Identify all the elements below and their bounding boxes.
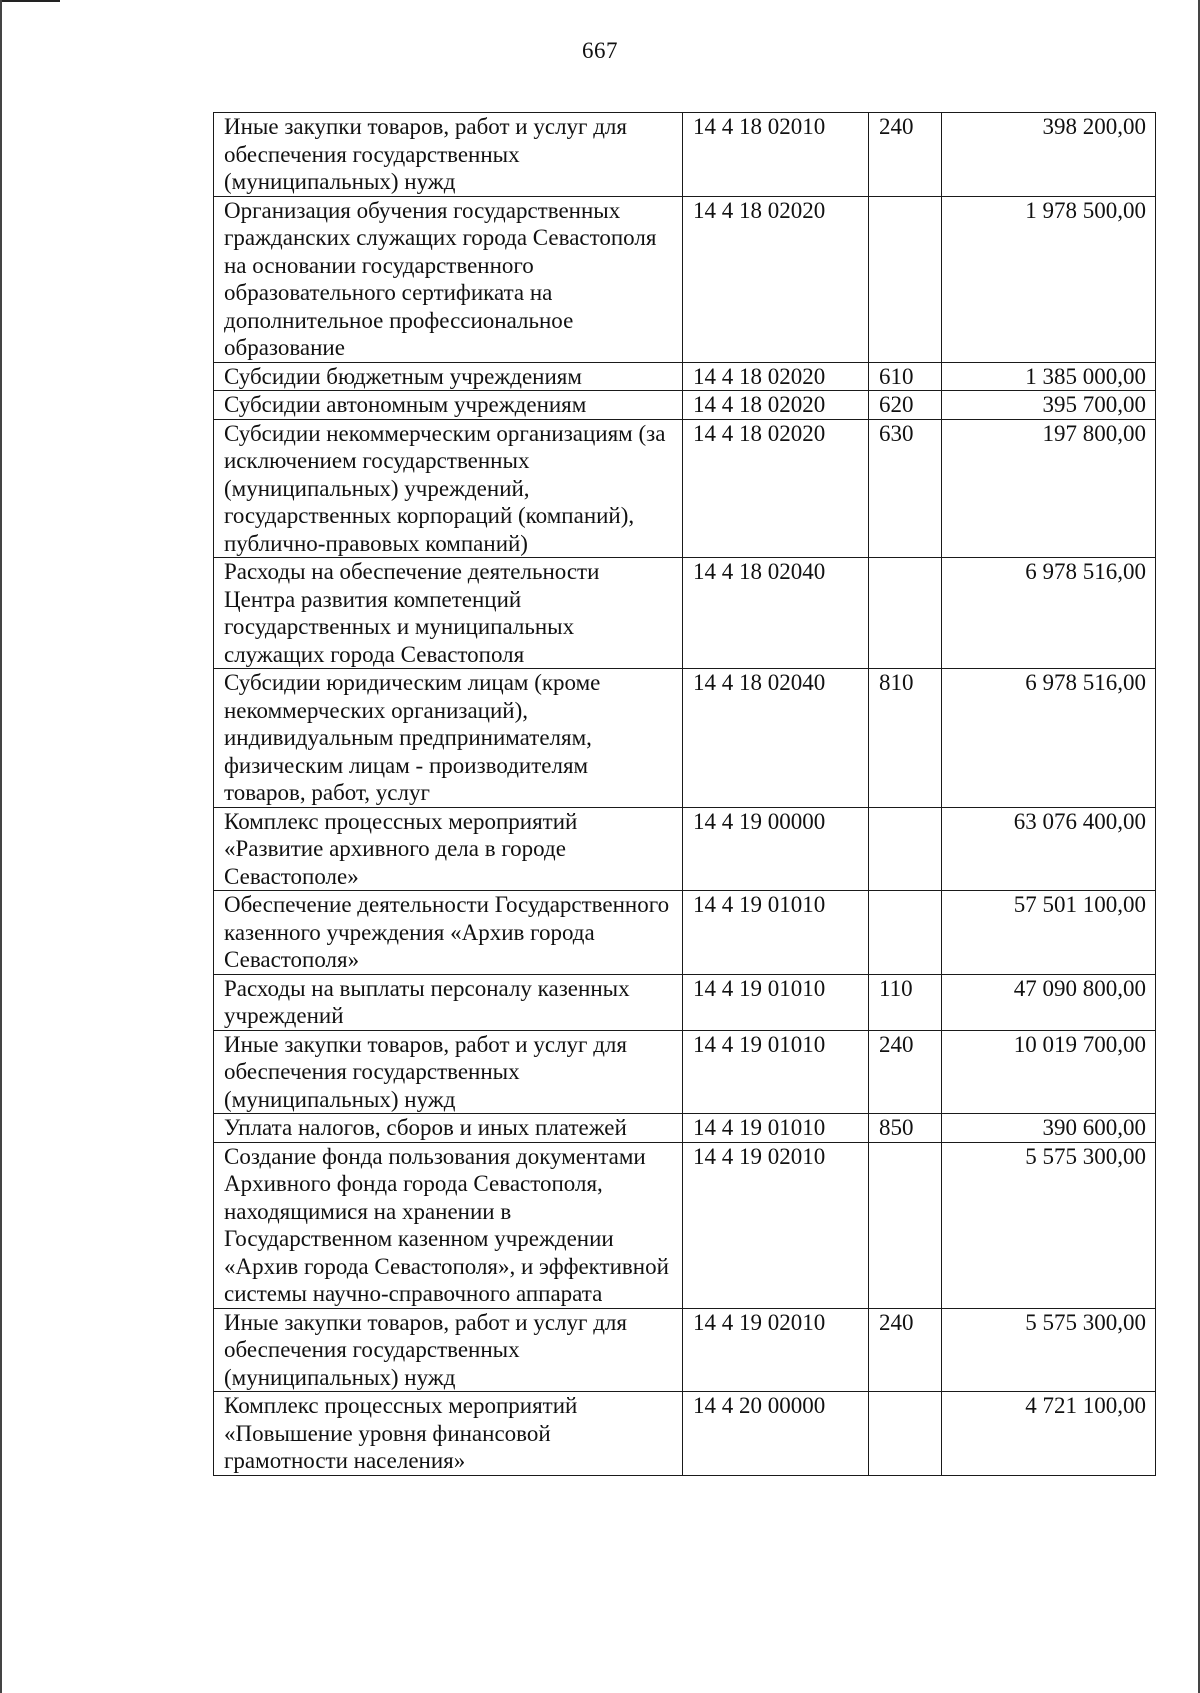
table-row	[214, 362, 1156, 391]
row-target-code: 14 4 18 02040	[683, 669, 869, 808]
row-target-code: 14 4 19 01010	[683, 1030, 869, 1114]
row-description: Комплекс процессных мероприятий «Развитие архивного дела в городе Севастополе»	[214, 807, 683, 891]
row-amount: 63 076 400,00	[942, 807, 1156, 891]
table-row	[214, 891, 1156, 975]
row-expense-type: 240	[869, 1030, 942, 1114]
table-row	[214, 113, 1156, 197]
table-row	[214, 807, 1156, 891]
row-expense-type	[869, 558, 942, 669]
row-amount: 57 501 100,00	[942, 891, 1156, 975]
row-description: Субсидии юридическим лицам (кроме некоммерческих организаций), индивидуальным предпринимателям, физическим лицам - производителям товаров, работ, услуг	[214, 669, 683, 808]
row-expense-type: 240	[869, 113, 942, 197]
row-expense-type: 240	[869, 1308, 942, 1392]
row-description: Иные закупки товаров, работ и услуг для обеспечения государственных (муниципальных) нужд	[214, 1308, 683, 1392]
row-amount: 6 978 516,00	[942, 669, 1156, 808]
row-expense-type: 610	[869, 362, 942, 391]
row-expense-type	[869, 891, 942, 975]
row-expense-type	[869, 1142, 942, 1308]
row-description: Субсидии некоммерческим организациям (за исключением государственных (муниципальных) учреждений, государственных корпораций (компаний), публично-правовых компаний)	[214, 419, 683, 558]
scan-edge-left	[0, 0, 2, 1693]
row-target-code: 14 4 18 02040	[683, 558, 869, 669]
row-description: Субсидии бюджетным учреждениям	[214, 362, 683, 391]
row-amount: 47 090 800,00	[942, 974, 1156, 1030]
table-row	[214, 419, 1156, 558]
table-row	[214, 974, 1156, 1030]
row-amount: 4 721 100,00	[942, 1392, 1156, 1476]
row-target-code: 14 4 19 00000	[683, 807, 869, 891]
scan-edge-top	[0, 0, 60, 2]
row-description: Иные закупки товаров, работ и услуг для обеспечения государственных (муниципальных) нужд	[214, 1030, 683, 1114]
row-expense-type: 850	[869, 1114, 942, 1143]
table-row	[214, 669, 1156, 808]
row-target-code: 14 4 19 01010	[683, 891, 869, 975]
page-number: 667	[582, 38, 618, 63]
row-target-code: 14 4 20 00000	[683, 1392, 869, 1476]
row-target-code: 14 4 18 02020	[683, 196, 869, 362]
row-target-code: 14 4 18 02020	[683, 362, 869, 391]
row-target-code: 14 4 18 02020	[683, 419, 869, 558]
row-description: Комплекс процессных мероприятий «Повышение уровня финансовой грамотности населения»	[214, 1392, 683, 1476]
row-description: Уплата налогов, сборов и иных платежей	[214, 1114, 683, 1143]
row-target-code: 14 4 19 02010	[683, 1308, 869, 1392]
row-description: Организация обучения государственных гражданских служащих города Севастополя на основании государственного образовательного сертификата на дополнительное профессиональное образование	[214, 196, 683, 362]
row-amount: 395 700,00	[942, 391, 1156, 420]
row-expense-type	[869, 807, 942, 891]
row-description: Расходы на выплаты персоналу казенных учреждений	[214, 974, 683, 1030]
row-expense-type: 810	[869, 669, 942, 808]
table-row	[214, 1030, 1156, 1114]
table-row	[214, 196, 1156, 362]
table-row	[214, 1114, 1156, 1143]
row-amount: 5 575 300,00	[942, 1308, 1156, 1392]
row-amount: 10 019 700,00	[942, 1030, 1156, 1114]
row-expense-type	[869, 1392, 942, 1476]
row-description: Субсидии автономным учреждениям	[214, 391, 683, 420]
row-amount: 197 800,00	[942, 419, 1156, 558]
row-amount: 1 385 000,00	[942, 362, 1156, 391]
row-amount: 5 575 300,00	[942, 1142, 1156, 1308]
table-row	[214, 558, 1156, 669]
row-target-code: 14 4 19 01010	[683, 1114, 869, 1143]
row-target-code: 14 4 18 02010	[683, 113, 869, 197]
table-row	[214, 1308, 1156, 1392]
row-description: Обеспечение деятельности Государственного казенного учреждения «Архив города Севастополя»	[214, 891, 683, 975]
row-amount: 1 978 500,00	[942, 196, 1156, 362]
table-row	[214, 1392, 1156, 1476]
row-amount: 6 978 516,00	[942, 558, 1156, 669]
row-description: Иные закупки товаров, работ и услуг для обеспечения государственных (муниципальных) нужд	[214, 113, 683, 197]
row-expense-type: 110	[869, 974, 942, 1030]
row-target-code: 14 4 19 01010	[683, 974, 869, 1030]
row-target-code: 14 4 18 02020	[683, 391, 869, 420]
budget-table	[213, 112, 1156, 1476]
row-description: Создание фонда пользования документами Архивного фонда города Севастополя, находящимися на хранении в Государственном казенном учреждении «Архив города Севастополя», и эффективной системы научно-справочного аппарата	[214, 1142, 683, 1308]
row-expense-type: 630	[869, 419, 942, 558]
row-amount: 398 200,00	[942, 113, 1156, 197]
table-row	[214, 391, 1156, 420]
table-row	[214, 1142, 1156, 1308]
row-expense-type: 620	[869, 391, 942, 420]
row-description: Расходы на обеспечение деятельности Центра развития компетенций государственных и муниципальных служащих города Севастополя	[214, 558, 683, 669]
row-target-code: 14 4 19 02010	[683, 1142, 869, 1308]
row-expense-type	[869, 196, 942, 362]
row-amount: 390 600,00	[942, 1114, 1156, 1143]
